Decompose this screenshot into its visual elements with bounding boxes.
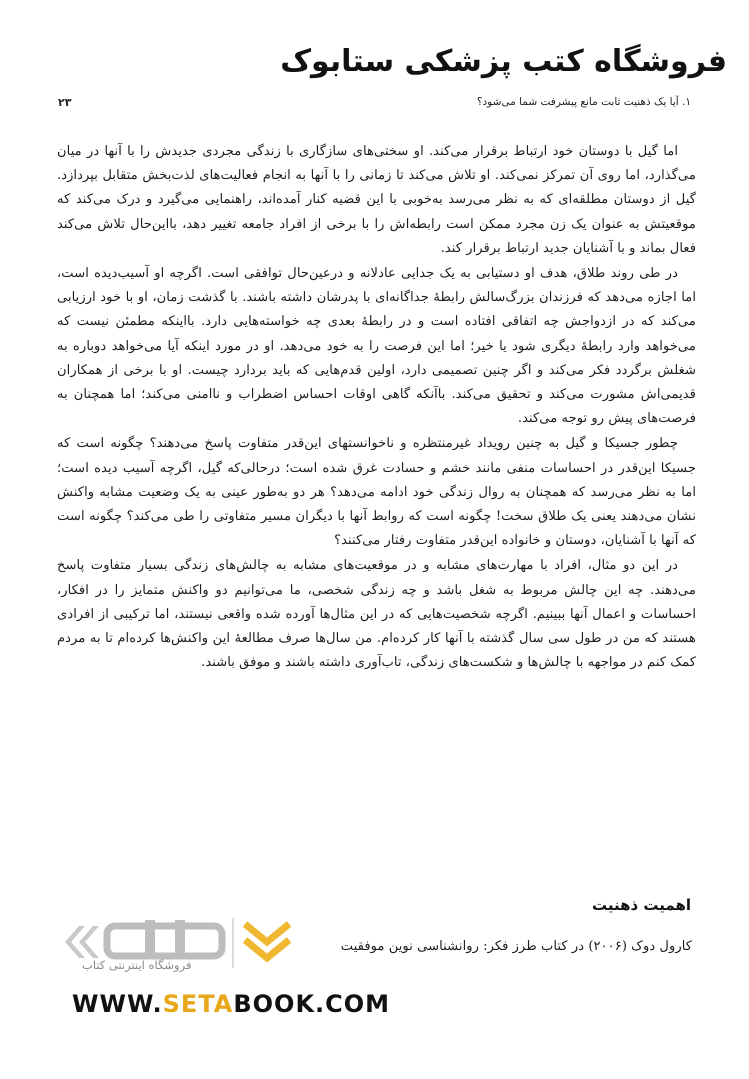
paragraph: در طی روند طلاق، هدف او دستیابی به یک جدایی عادلانه و درعین‌حال توافقی است. اگرچه او آسیب‌دیده است، اما اجازه می‌دهد که فرزندان بزرگ‌سالش رابطهٔ جداگانه‌ای با پدرشان داشته باشند. با گذشت زمان، او با خود ارزیابی می‌کند که در ازدواجش چه اتفاقی افتاده است و در رابطهٔ بعدی چه خواسته‌هایی دارد. بااینکه مطمئن نیست که می‌خواهد وارد رابطهٔ دیگری شود یا خیر؛ اما این فرصت را به خود می‌دهد. او در مورد اینکه آیا می‌خواهد دوباره به شغلش برگردد فکر می‌کند و اگر چنین تصمیمی دارد، اولین قدم‌هایی که باید بردارد چیست. او با برخی از همکاران قدیمی‌اش مشورت می‌کند و تحقیق می‌کند. باآنکه گاهی اوقات احساس اضطراب و ناامنی می‌کند؛ اما همچنان به فرصت‌های پیش رو توجه می‌کند. [57,266,696,427]
page-number: ۲۳ [58,96,72,109]
url-prefix: WWW. [72,990,163,1018]
url-accent: SETA [162,990,234,1018]
url-suffix: BOOK.COM [233,990,391,1018]
watermark-tagline: فروشگاه اینترنتی کتاب [82,958,192,972]
paragraph: در این دو مثال، افراد با مهارت‌های مشابه و در موقعیت‌های مشابه به چالش‌های زندگی بسیار متفاوت پاسخ می‌دهند. چه این چالش مربوط به شغل باشد و چه زندگی شخصی، ما می‌توانیم دو واکنش متمایز را در افکار، احساسات و اعمال آنها ببینیم. اگرچه شخصیت‌هایی که در این مثال‌ها آورده شده واقعی نیستند، اما ترکیبی از افرادی هستند که من در طول سی سال گذشته با آنها کار کرده‌ام. من سال‌ها صرف مطالعهٔ این واکنش‌ها کرده‌ام تا به مردم کمک کنم در مواجهه با چالش‌ها و شکست‌های زندگی، تاب‌آوری داشته باشند و موفق باشند. [57,558,696,671]
paragraph: چطور جسیکا و گیل به چنین رویداد غیرمنتظره و ناخوانستهای این‌قدر متفاوت پاسخ می‌دهند؟ چگونه است که جسیکا این‌قدر در احساسات منفی مانند خشم و حسادت غرق شده است؛ درحالی‌که گیل، اگرچه آسیب دیده است؛ اما به نظر می‌رسد که همچنان به روال زندگی خود ادامه می‌دهد؟ هر دو به‌طور عینی به یک وضعیت مشابه واکنش نشان می‌دهند یعنی یک طلاق سخت! چگونه است که روابط آنها با دیگران مسیر متفاوتی را طی می‌کند؟ چگونه است که آنها با آشنایان، دوستان و خانواده این‌قدر متفاوت رفتار می‌کنند؟ [57,436,696,549]
paragraph: اما گیل با دوستان خود ارتباط برقرار می‌کند. او سختی‌های سازگاری با زندگی مجردی جدیدش را با آنها در میان می‌گذارد، اما روی آن تمرکز نمی‌کند. او تلاش می‌کند تا زمانی را با آنها به انجام فعالیت‌های لذت‌بخش متقابل بپردازد. گیل از دوستان مطلقه‌ای که به نظر می‌رسد به‌خوبی با این قضیه کنار آمده‌اند، راهنمایی می‌گیرد و درک می‌کند که موقعیتش به عنوان یک زن مجرد ممکن است رابطه‌اش را با برخی از افراد جامعه تغییر دهد، بااین‌حال تلاش می‌کند فعال بماند و با آشنایان جدید ارتباط برقرار کند. [57,144,696,256]
section-heading: اهمیت ذهنیت [591,896,691,914]
body-text [57,140,696,676]
section-first-line: کارول دوک (۲۰۰۶) در کتاب طرز فکر: روانشناسی نوین موفقیت [340,939,692,954]
store-banner-title: فروشگاه کتب پزشکی ستابوک [280,44,727,79]
running-head [58,96,691,114]
chapter-title: ۱. آیا یک ذهنیت ثابت مانع پیشرفت شما می‌شود؟ [476,96,691,108]
site-url [72,990,390,1018]
